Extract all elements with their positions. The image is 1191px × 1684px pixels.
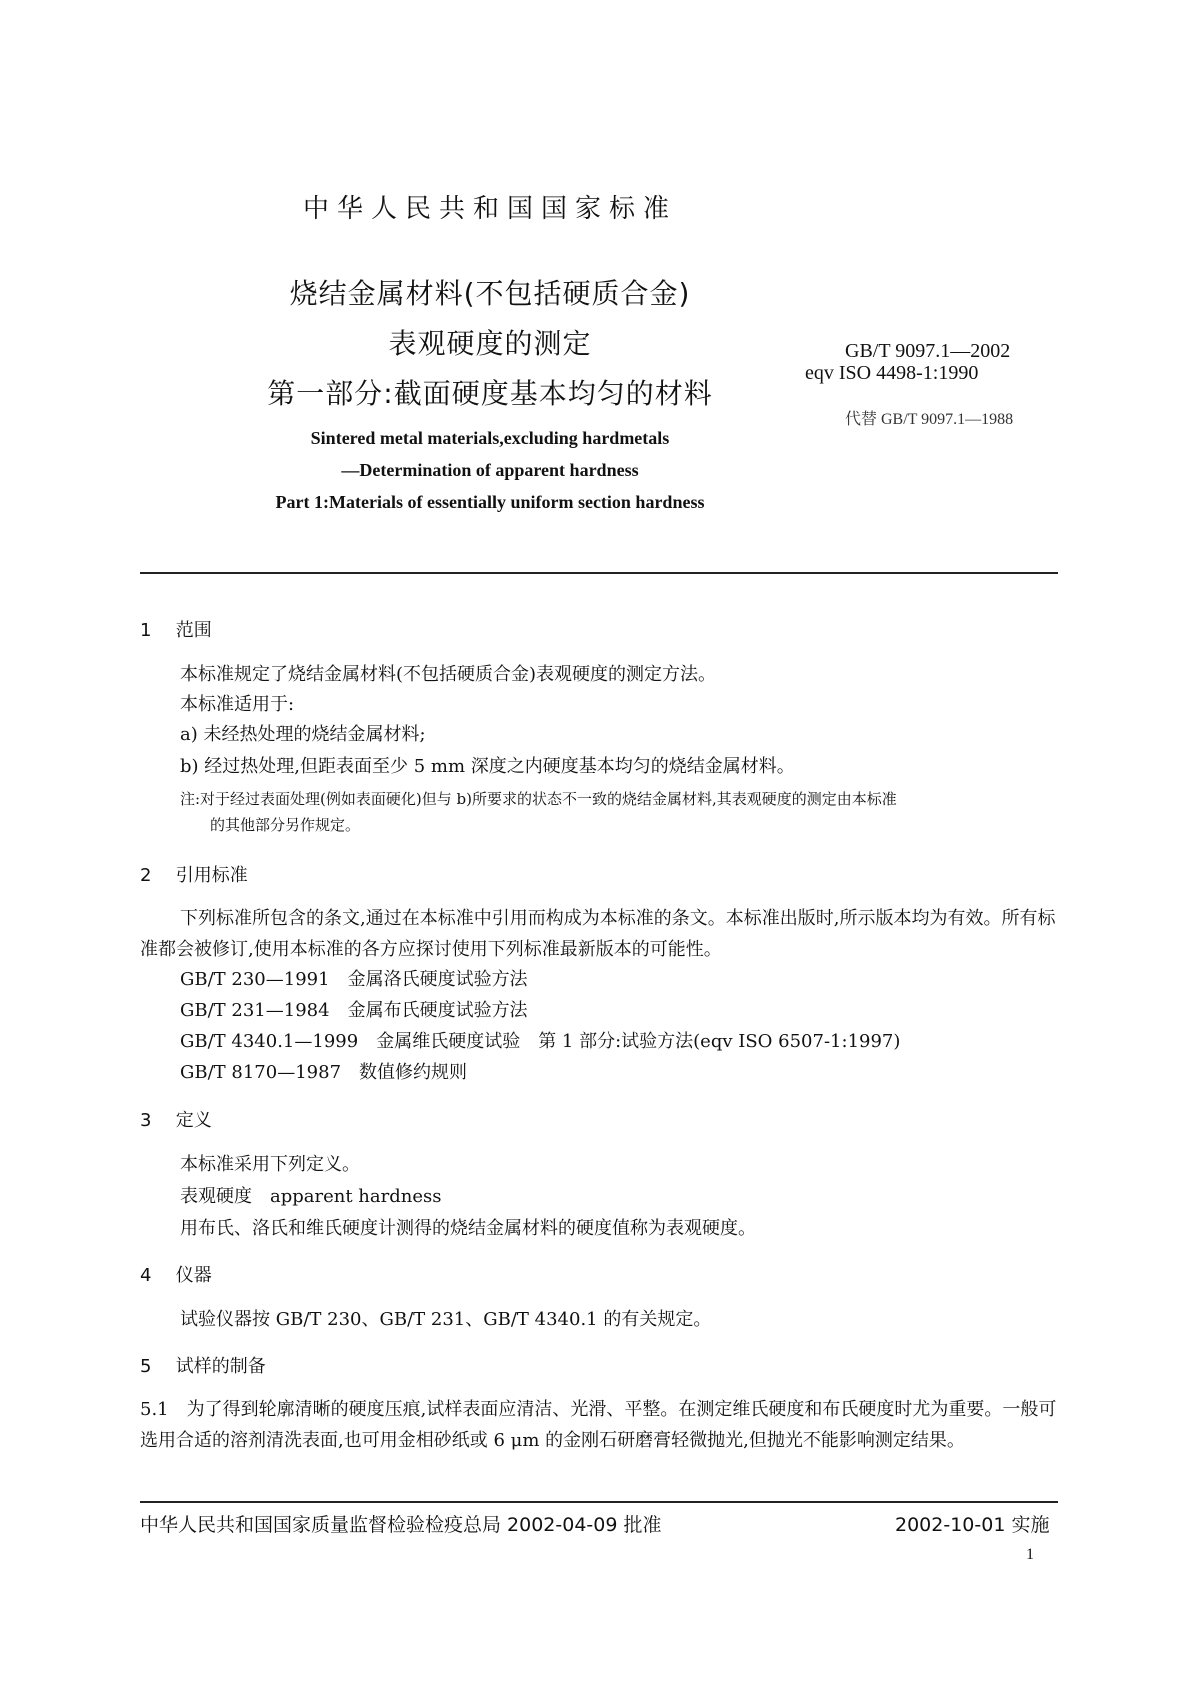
title-en-line-2: —Determination of apparent hardness [341, 460, 639, 480]
national-standard-title: 中华人民共和国国家标准 [302, 194, 677, 224]
section-title: 定义 [175, 1110, 212, 1131]
section-2-heading [140, 861, 248, 887]
clause-5-1: 5.1 为了得到轮廓清晰的硬度压痕,试样表面应清洁、光滑、平整。在测定维氏硬度和布氏硬度时尤为重要。一般可选用合适的溶剂清洗表面,也可用金相砂纸或 6 μm 的金刚石研磨膏轻微抛光,但抛光不能影响测定结果。 [140, 1399, 1057, 1451]
title-cn-line-3: 第一部分:截面硬度基本均匀的材料 [267, 377, 713, 410]
section-4-heading [140, 1261, 212, 1287]
section-number: 1 [140, 620, 152, 641]
section-2-paragraph: 下列标准所包含的条文,通过在本标准中引用而构成为本标准的条文。本标准出版时,所示版本均为有效。所有标准都会被修订,使用本标准的各方应探讨使用下列标准最新版本的可能性。 [140, 908, 1056, 960]
section-number: 3 [140, 1110, 152, 1131]
section-1-paragraph: 本标准规定了烧结金属材料(不包括硬质合金)表观硬度的测定方法。 [180, 664, 717, 685]
title-en-line-3: Part 1:Materials of essentially uniform section hardness [275, 492, 705, 512]
title-cn-line-2: 表观硬度的测定 [388, 327, 592, 360]
standard-code: GB/T 9097.1—2002 [845, 340, 1011, 362]
standard-equivalent: eqv ISO 4498-1:1990 [805, 362, 979, 384]
section-title: 仪器 [175, 1265, 212, 1286]
page-number: 1 [1026, 1546, 1034, 1563]
section-title: 范围 [175, 620, 212, 641]
section-number: 5 [140, 1356, 152, 1377]
section-3-heading [140, 1106, 212, 1132]
section-1-heading [140, 616, 212, 642]
note-line-2: 的其他部分另作规定。 [210, 816, 361, 834]
section-4-paragraph: 试验仪器按 GB/T 230、GB/T 231、GB/T 4340.1 的有关规定。 [180, 1309, 712, 1330]
definition-text: 用布氏、洛氏和维氏硬度计测得的烧结金属材料的硬度值称为表观硬度。 [180, 1218, 756, 1239]
list-item-a: a) 未经热处理的烧结金属材料; [180, 724, 426, 745]
title-cn-line-1: 烧结金属材料(不包括硬质合金) [289, 277, 691, 310]
implementation-date: 2002-10-01 实施 [895, 1514, 1050, 1536]
section-3-paragraph: 本标准采用下列定义。 [180, 1154, 360, 1175]
section-1-paragraph: 本标准适用于: [180, 694, 295, 715]
section-title: 引用标准 [175, 865, 248, 886]
reference-item: GB/T 4340.1—1999 金属维氏硬度试验 第 1 部分:试验方法(eqv ISO 6507-1:1997) [180, 1031, 901, 1052]
list-item-b: b) 经过热处理,但距表面至少 5 mm 深度之内硬度基本均匀的烧结金属材料。 [180, 756, 795, 777]
note-line-1: 注:对于经过表面处理(例如表面硬化)但与 b)所要求的状态不一致的烧结金属材料,其表观硬度的测定由本标准 [180, 790, 897, 808]
definition-term: 表观硬度 apparent hardness [180, 1186, 442, 1207]
standard-replaces: 代替 GB/T 9097.1—1988 [845, 411, 1014, 428]
section-number: 4 [140, 1265, 152, 1286]
reference-item: GB/T 230—1991 金属洛氏硬度试验方法 [180, 969, 528, 990]
approval-info: 中华人民共和国国家质量监督检验检疫总局 2002-04-09 批准 [140, 1514, 662, 1536]
reference-item: GB/T 231—1984 金属布氏硬度试验方法 [180, 1000, 528, 1021]
section-5-heading [140, 1352, 266, 1378]
section-title: 试样的制备 [175, 1356, 266, 1377]
title-en-line-1: Sintered metal materials,excluding hardmetals [310, 428, 670, 448]
top-divider [140, 572, 1058, 574]
section-number: 2 [140, 865, 152, 886]
reference-item: GB/T 8170—1987 数值修约规则 [180, 1062, 468, 1083]
bottom-divider [140, 1501, 1058, 1503]
